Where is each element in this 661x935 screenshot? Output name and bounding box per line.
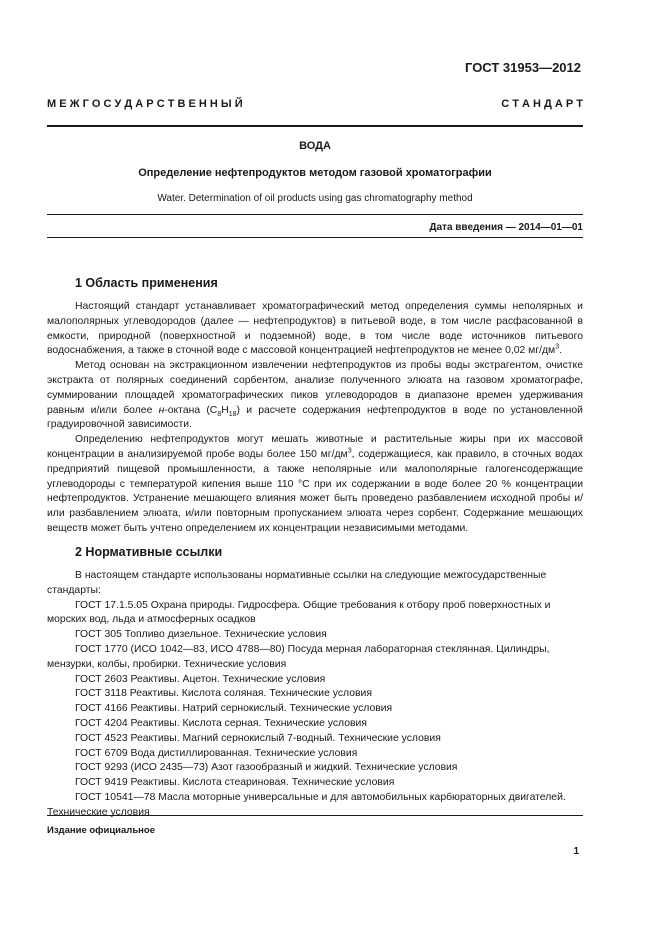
reference-item: ГОСТ 4166 Реактивы. Натрий сернокислый. Технические условия (75, 703, 393, 715)
section-2-heading: 2 Нормативные ссылки (75, 545, 223, 559)
interstate-standard-banner (47, 98, 583, 110)
footer-rule (47, 815, 583, 816)
header-rule (47, 125, 583, 127)
reference-item: ГОСТ 6709 Вода дистиллированная. Технические условия (75, 747, 358, 759)
doc-title: ВОДА (299, 140, 331, 152)
reference-item: ГОСТ 10541—78 Масла моторные универсальные и для автомобильных карбюраторных двигателей. Технические условия (47, 791, 566, 818)
scope-paragraph-1: Настоящий стандарт устанавливает хроматографический метод определения суммы неполярных и малополярных углеводородов (далее — нефтепродуктов) в питьевой воде, в том числе расфасованной в емкости, природной (поверхностной и подземной) воде, в том числе воде источников питьевого водоснабжения, а также в сточной воде с массовой концентрацией нефтепродуктов не менее 0,02 $мг/дм^3$. (47, 301, 583, 357)
page-number: 1 (573, 846, 579, 857)
standard-word: С Т А Н Д А Р Т (501, 98, 583, 110)
official-edition-label: Издание официальное (47, 825, 155, 836)
reference-item: ГОСТ 9419 Реактивы. Кислота стеариновая. Технические условия (75, 777, 395, 789)
reference-item: ГОСТ 4523 Реактивы. Магний сернокислый 7-водный. Технические условия (75, 732, 441, 744)
title-rule (47, 214, 583, 215)
reference-item: ГОСТ 9293 (ИСО 2435—73) Азот газообразный и жидкий. Технические условия (75, 762, 458, 774)
interstate-word: М Е Ж Г О С У Д А Р С Т В Е Н Н Ы Й (47, 98, 243, 110)
reference-item: ГОСТ 305 Топливо дизельное. Технические условия (75, 629, 327, 641)
section-1-heading: 1 Область применения (75, 276, 218, 290)
references-intro: В настоящем стандарте использованы нормативные ссылки на следующие межгосударственные стандарты: (47, 570, 547, 596)
gost-code: ГОСТ 31953—2012 (465, 60, 581, 75)
date-rule (47, 237, 583, 238)
section-1-body (47, 300, 583, 537)
doc-subtitle: Определение нефтепродуктов методом газовой хроматографии (138, 167, 492, 179)
introduction-date: Дата введения — 2014—01—01 (429, 222, 583, 233)
doc-title-english: Water. Determination of oil products using gas chromatography method (157, 193, 473, 204)
reference-item: ГОСТ 17.1.5.05 Охрана природы. Гидросфера. Общие требования к отбору проб поверхностных и морских вод, льда и атмосферных осадков (47, 599, 551, 626)
reference-item: ГОСТ 2603 Реактивы. Ацетон. Технические условия (75, 673, 326, 685)
reference-item: ГОСТ 3118 Реактивы. Кислота соляная. Технические условия (75, 688, 372, 700)
scope-paragraph-3: Определению нефтепродуктов могут мешать животные и растительные жиры при их массовой концентрации в анализируемой пробе воды более 150 $мг/дм^3$, содержащиеся, как правило, в сточных водах предприятий пищевой промышленности, а также неполярные или малополярные галогенсодержащие углеводороды с температурой кипения выше 110 °С при их содержании в воде более 20 % концентрации нефтепродуктов. Устранение мешающего влияния может быть проведено разбавлением исходной пробы и/или разбавлением элюата, и/или повторным пропусканием элюата через сорбент. Содержание мешающих веществ может быть учтено определением их концентрации независимыми методами. (47, 434, 583, 534)
reference-item: ГОСТ 4204 Реактивы. Кислота серная. Технические условия (75, 717, 367, 729)
reference-item: ГОСТ 1770 (ИСО 1042—83, ИСО 4788—80) Посуда мерная лабораторная стеклянная. Цилиндры, мензурки, колбы, пробирки. Технические условия (47, 643, 550, 670)
scope-paragraph-2: Метод основан на экстракционном извлечении нефтепродуктов из пробы воды экстрагентом, очистке экстракта от полярных соединений сорбентом, анализе полученного элюата на газовом хроматографе, суммировании площадей хроматографических пиков углеводородов в диапазоне времен удерживания равным и/или более н-октана $(C_8H_{18})$ и расчете содержания нефтепродуктов в воде по установленной градуировочной зависимости. (47, 360, 583, 431)
normative-references (47, 569, 583, 821)
